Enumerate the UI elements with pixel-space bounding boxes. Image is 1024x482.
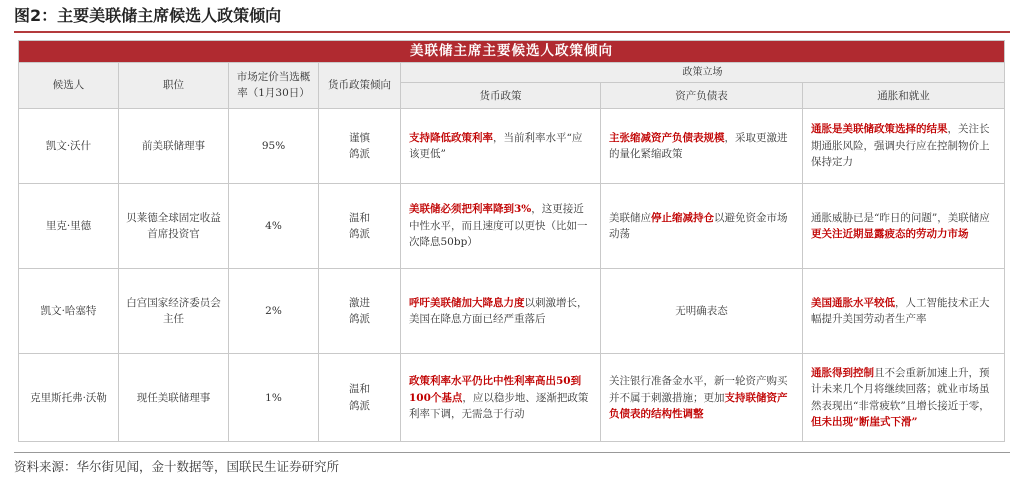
- policy-text: 关注银行准备金水平，新一轮资产购买并不属于刺激措施；更加: [609, 375, 788, 404]
- stance-cell: 激进 鸽派: [319, 269, 401, 354]
- balance-sheet-cell: [601, 183, 803, 268]
- highlighted-text: 通胀得到控制: [811, 367, 874, 380]
- stance-cell: 谨慎 鸽派: [319, 108, 401, 183]
- policy-text: ，这更接近中性水平，而且速度可以更快（比如一次降息50bp）: [409, 203, 588, 248]
- highlighted-text: 美国通胀水平较低: [811, 296, 895, 309]
- policy-table: [18, 40, 1005, 442]
- policy-text: 且不会重新加速上升，预计未来几个月将继续回落；就业市场虽然表现出“非常疲软”且增长接近于零，: [811, 367, 990, 412]
- probability-cell: 1%: [229, 354, 319, 442]
- policy-text: ，当前利率水平“应该更低”: [409, 131, 583, 160]
- candidate-cell: 克里斯托弗·沃勒: [19, 354, 119, 442]
- policy-text: ，关注长期通胀风险，强调央行应在控制物价上保持定力: [811, 123, 990, 168]
- position-cell: 白宫国家经济委员会主任: [119, 269, 229, 354]
- inflation-jobs-cell: [803, 108, 1005, 183]
- highlighted-text: 呼吁美联储加大降息力度: [409, 296, 525, 309]
- highlighted-text: 美联储必须把利率降到3%: [409, 203, 532, 216]
- policy-text: 通胀威胁已是“昨日的问题”，美联储应: [811, 211, 990, 224]
- monetary-policy-cell: [401, 183, 601, 268]
- header-balance-sheet: 资产负债表: [601, 83, 803, 109]
- balance-sheet-cell: [601, 269, 803, 354]
- highlighted-text: 更关注近期显露疲态的劳动力市场: [811, 227, 969, 240]
- position-cell: 现任美联储理事: [119, 354, 229, 442]
- title-divider: [14, 31, 1010, 33]
- probability-cell: 2%: [229, 269, 319, 354]
- figure-title: 图2：主要美联储主席候选人政策倾向: [14, 6, 282, 25]
- highlighted-text: 政策利率水平仍比中性利率高出50到100个基点: [409, 375, 582, 404]
- highlighted-text: 通胀是美联储政策选择的结果: [811, 123, 948, 136]
- balance-sheet-cell: [601, 108, 803, 183]
- candidate-cell: 里克·里德: [19, 183, 119, 268]
- policy-text: ，人工智能技术正大幅提升美国劳动者生产率: [811, 296, 990, 326]
- policy-text: 美联储应: [609, 211, 651, 224]
- probability-cell: 4%: [229, 183, 319, 268]
- stance-cell: 温和 鸽派: [319, 183, 401, 268]
- position-cell: 贝莱德全球固定收益首席投资官: [119, 183, 229, 268]
- monetary-policy-cell: [401, 269, 601, 354]
- highlighted-text: 停止缩减持仓: [651, 211, 714, 224]
- monetary-policy-cell: [401, 108, 601, 183]
- header-policy-group: 政策立场: [401, 62, 1005, 83]
- inflation-jobs-cell: [803, 183, 1005, 268]
- policy-text: 以避免资金市场动荡: [609, 211, 788, 240]
- table-title: 美联储主席主要候选人政策倾向: [19, 41, 1005, 63]
- table-row: [19, 354, 1005, 442]
- source-note: 资料来源：华尔街见闻，金十数据等，国联民生证券研究所: [14, 452, 1010, 475]
- stance-cell: 温和 鸽派: [319, 354, 401, 442]
- balance-sheet-cell: [601, 354, 803, 442]
- candidate-cell: 凯文·哈塞特: [19, 269, 119, 354]
- header-candidate: 候选人: [19, 62, 119, 108]
- policy-text: 以刺激增长，美国在降息方面已经严重落后: [409, 296, 588, 326]
- candidate-cell: 凯文·沃什: [19, 108, 119, 183]
- policy-text: 无明确表态: [675, 305, 728, 318]
- header-probability: 市场定价当选概率（1月30日）: [229, 62, 319, 108]
- highlighted-text: 主张缩减资产负债表规模: [609, 131, 725, 144]
- probability-cell: 95%: [229, 108, 319, 183]
- table-row: [19, 108, 1005, 183]
- inflation-jobs-cell: [803, 354, 1005, 442]
- position-cell: 前美联储理事: [119, 108, 229, 183]
- highlighted-text: 但未出现“断崖式下滑”: [811, 415, 918, 428]
- header-stance: 货币政策倾向: [319, 62, 401, 108]
- policy-text: ，应以稳步地、逐渐把政策利率下调，无需急于行动: [409, 391, 589, 420]
- header-inflation-jobs: 通胀和就业: [803, 83, 1005, 109]
- policy-text: ，采取更激进的量化紧缩政策: [609, 131, 788, 160]
- monetary-policy-cell: [401, 354, 601, 442]
- header-position: 职位: [119, 62, 229, 108]
- highlighted-text: 支持联储资产负债表的结构性调整: [609, 391, 788, 420]
- header-monetary: 货币政策: [401, 83, 601, 109]
- highlighted-text: 支持降低政策利率: [409, 131, 493, 144]
- table-row: [19, 183, 1005, 268]
- inflation-jobs-cell: [803, 269, 1005, 354]
- table-row: [19, 269, 1005, 354]
